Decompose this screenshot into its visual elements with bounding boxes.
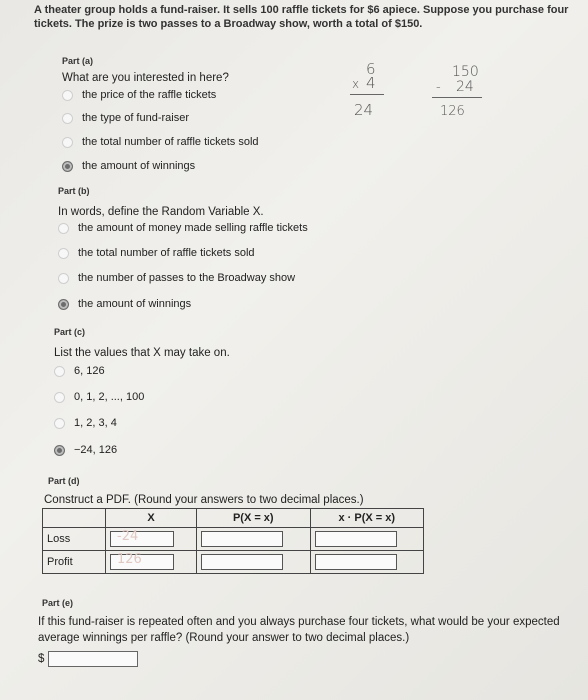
part-c-question: List the values that X may take on. [54,347,230,359]
part-d-label: Part (d) [48,476,80,486]
handwritten-line-2 [432,97,482,98]
radio-button[interactable] [58,248,69,259]
cell-x-profit [106,551,197,574]
dollar-sign: $ [38,653,45,665]
part-b-option-4[interactable]: the amount of winnings [58,298,191,310]
profit-x-input[interactable]: 126 [110,554,174,570]
handwritten-24b: 24 [456,79,474,95]
problem-statement: A theater group holds a fund-raiser. It sells 100 raffle tickets for $6 apiece. Suppose you purchase four tickets. The prize is two passes to a Broadway show, worth a total of $150. [34,4,569,30]
cell-xpx-profit [310,551,424,574]
loss-x-input[interactable]: -24 [110,531,174,547]
part-a-label: Part (a) [62,56,94,66]
cell-x-loss [106,528,197,551]
part-b-option-3[interactable]: the number of passes to the Broadway show [58,272,295,284]
part-a-option-3[interactable]: the total number of raffle tickets sold [62,136,259,148]
table-row [43,528,424,551]
table-row [43,551,424,574]
handwritten-6: 6 [366,60,376,78]
radio-button[interactable] [62,137,73,148]
handwritten-x: x [352,77,360,91]
part-a-option-4[interactable]: the amount of winnings [62,160,195,172]
handwritten-4: 4 [366,74,376,92]
cell-px-profit [197,551,310,574]
radio-button[interactable] [58,273,69,284]
part-a-option-2[interactable]: the type of fund-raiser [62,112,189,124]
row-label-loss: Loss [43,528,106,551]
col-header-x: X [106,509,197,528]
handwritten-line [350,94,384,95]
handwritten-minus: - [436,80,441,95]
profit-product-input[interactable] [315,554,397,570]
handwritten-150: 150 [452,64,479,80]
row-label-profit: Profit [43,551,106,574]
expected-winnings-input[interactable] [48,651,138,667]
cell-xpx-loss [310,528,424,551]
cell-px-loss [197,528,310,551]
part-b-option-1[interactable]: the amount of money made selling raffle tickets [58,222,308,234]
answer-row [38,651,138,667]
handwritten-24: 24 [354,101,374,119]
col-header-px: P(X = x) [197,509,310,528]
part-b-option-2[interactable]: the total number of raffle tickets sold [58,247,255,259]
part-a-option-1[interactable]: the price of the raffle tickets [62,89,216,101]
part-c-option-3[interactable]: 1, 2, 3, 4 [54,417,117,429]
radio-button[interactable] [62,113,73,124]
loss-probability-input[interactable] [201,531,283,547]
part-b-question: In words, define the Random Variable X. [58,206,264,218]
table-header-row [43,509,424,528]
part-b-label: Part (b) [58,186,90,196]
part-a-question: What are you interested in here? [62,72,229,84]
part-c-option-2[interactable]: 0, 1, 2, ..., 100 [54,391,144,403]
radio-button[interactable] [54,392,65,403]
part-e-label: Part (e) [42,598,74,608]
radio-button-selected[interactable] [54,445,65,456]
radio-button-selected[interactable] [62,161,73,172]
radio-button[interactable] [62,90,73,101]
radio-button[interactable] [54,418,65,429]
col-header-xpx: x · P(X = x) [310,509,424,528]
profit-probability-input[interactable] [201,554,283,570]
empty-header [43,509,106,528]
radio-button[interactable] [54,366,65,377]
part-c-option-4[interactable]: −24, 126 [54,444,117,456]
part-c-label: Part (c) [54,327,86,337]
part-e-question: If this fund-raiser is repeated often and you always purchase four tickets, what would be your expected average winnings per raffle? (Round your answer to two decimal places.) [38,616,560,644]
pdf-table [42,508,424,574]
part-c-option-1[interactable]: 6, 126 [54,365,105,377]
handwritten-126: 126 [440,104,465,119]
radio-button-selected[interactable] [58,299,69,310]
radio-button[interactable] [58,223,69,234]
part-d-question: Construct a PDF. (Round your answers to two decimal places.) [44,494,364,506]
loss-product-input[interactable] [315,531,397,547]
